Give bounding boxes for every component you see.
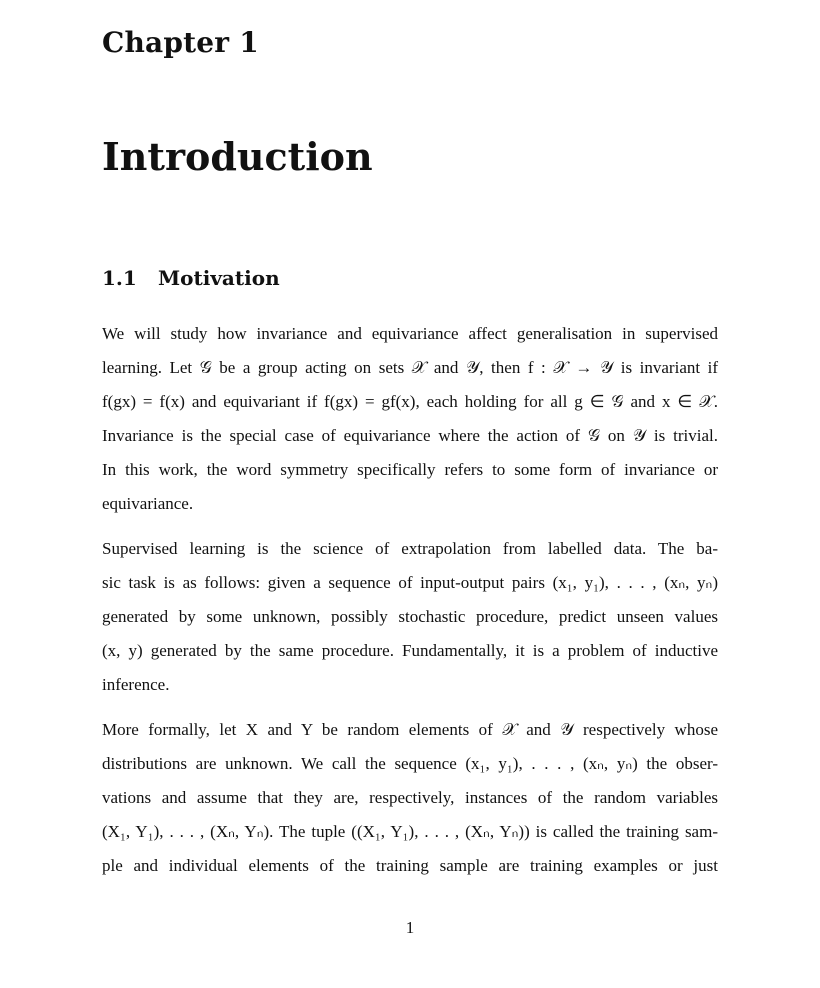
section-heading [102,266,280,290]
paragraph-2 [102,532,718,702]
paragraph-line: distributions are unknown. We call the sequence (x₁, y₁), . . . , (xₙ, yₙ) the obser- [102,754,718,773]
paragraph-line: inference. [102,675,170,694]
paragraph-line: learning. Let 𝒢 be a group acting on sets 𝒳 and 𝒴, then f : 𝒳 → 𝒴 is invariant if [102,358,718,377]
section-number: 1.1 [102,266,137,290]
paragraph-line: generated by some unknown, possibly stochastic procedure, predict unseen values [102,607,718,626]
paragraph-line: (X₁, Y₁), . . . , (Xₙ, Yₙ). The tuple ((X₁, Y₁), . . . , (Xₙ, Yₙ)) is called the training sam- [102,822,718,841]
section-title: Motivation [158,266,280,290]
paragraph-line: More formally, let X and Y be random elements of 𝒳 and 𝒴 respectively whose [102,720,718,739]
page-number: 1 [405,918,415,937]
chapter-label: Chapter 1 [102,26,259,59]
chapter-title: Introduction [102,134,373,179]
paragraph-line: Invariance is the special case of equivariance where the action of 𝒢 on 𝒴 is trivial. [102,426,718,445]
paragraph-line: vations and assume that they are, respectively, instances of the random variables [102,788,718,807]
paragraph-line: sic task is as follows: given a sequence of input-output pairs (x₁, y₁), . . . , (xₙ, yₙ) [102,573,718,592]
paragraph-line: Supervised learning is the science of extrapolation from labelled data. The ba- [102,539,718,558]
paragraph-line: In this work, the word symmetry specifically refers to some form of invariance or [102,460,718,479]
paragraph-3 [102,713,718,883]
paragraph-line: ple and individual elements of the training sample are training examples or just [102,856,718,875]
paragraph-line: f(gx) = f(x) and equivariant if f(gx) = gf(x), each holding for all g ∈ 𝒢 and x ∈ 𝒳. [102,392,718,411]
paragraph-line: (x, y) generated by the same procedure. Fundamentally, it is a problem of inductive [102,641,718,660]
paragraph-line: We will study how invariance and equivariance affect generalisation in supervised [102,324,718,343]
paragraph-line: equivariance. [102,494,194,513]
paragraph-1 [102,317,718,521]
